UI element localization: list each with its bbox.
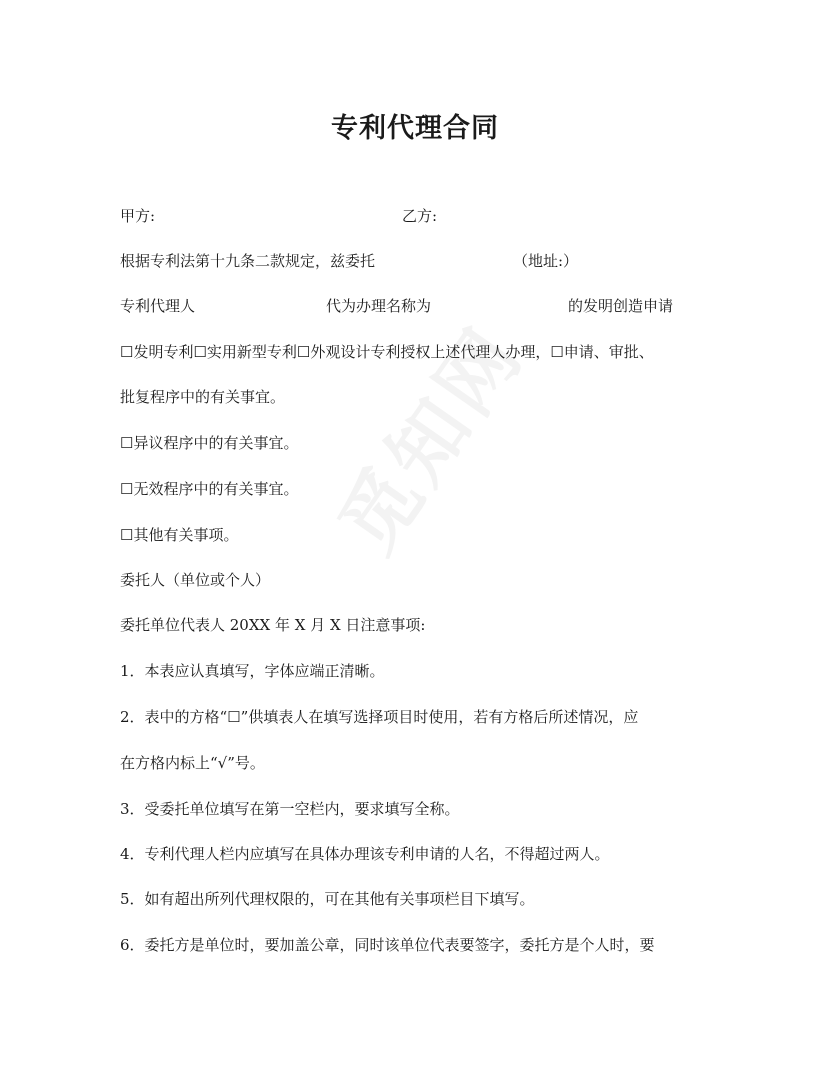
- invention-app-label: 的发明创造申请: [568, 297, 674, 315]
- handle-label: 代为办理名称为: [326, 297, 432, 315]
- agent-label: 专利代理人: [120, 297, 196, 315]
- principal-label: 委托人（单位或个人）: [120, 571, 271, 589]
- patent-types-line: ☐发明专利☐实用新型专利☐外观设计专利授权上述代理人办理，☐申请、审批、: [120, 343, 654, 361]
- other-item: ☐其他有关事项。: [120, 526, 239, 544]
- note-item: 6．委托方是单位时，要加盖公章，同时该单位代表要签字，委托方是个人时，要: [120, 936, 655, 954]
- invalidation-item: ☐无效程序中的有关事宜。: [120, 480, 299, 498]
- note-item: 1．本表应认真填写，字体应端正清晰。: [120, 662, 385, 680]
- document-title: 专利代理合同: [331, 113, 499, 144]
- representative-line: 委托单位代表人 20XX 年 X 月 X 日注意事项:: [120, 616, 426, 634]
- note-item: 4．专利代理人栏内应填写在具体办理该专利申请的人名，不得超过两人。: [120, 845, 610, 863]
- note-item: 在方格内标上“√”号。: [120, 754, 265, 772]
- party-b-label: 乙方:: [402, 207, 438, 225]
- note-item: 5．如有超出所列代理权限的，可在其他有关事项栏目下填写。: [120, 890, 535, 908]
- note-item: 2．表中的方格“☐”供填表人在填写选择项目时使用，若有方格后所述情况，应: [120, 708, 639, 726]
- note-item: 3．受委托单位填写在第一空栏内，要求填写全称。: [120, 800, 460, 818]
- objection-item: ☐异议程序中的有关事宜。: [120, 434, 299, 452]
- party-a-label: 甲方:: [120, 207, 156, 225]
- entrust-clause: 根据专利法第十九条二款规定，兹委托: [120, 252, 376, 270]
- address-label: （地址:）: [513, 252, 579, 270]
- approval-line: 批复程序中的有关事宜。: [120, 388, 286, 406]
